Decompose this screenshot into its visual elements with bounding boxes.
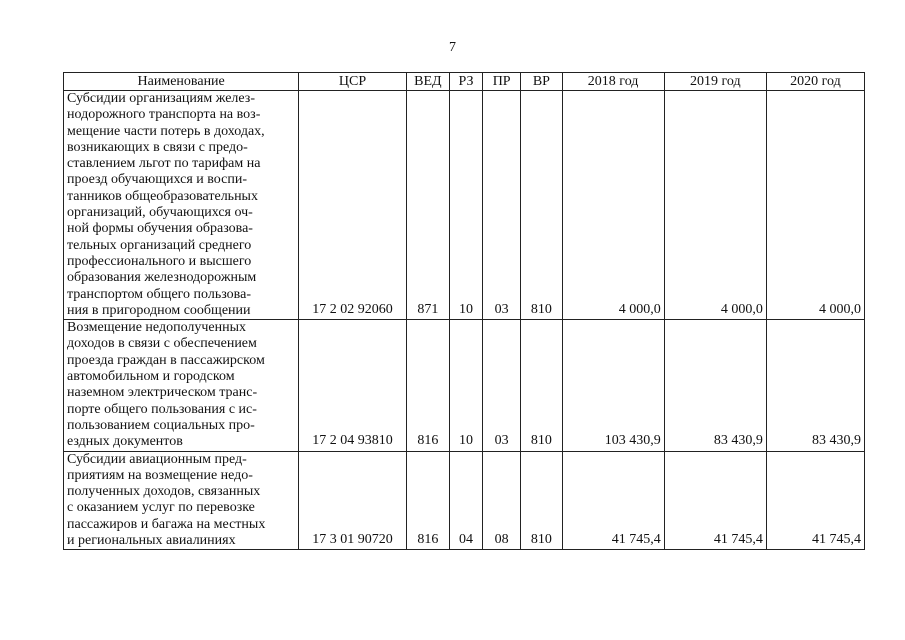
name-line: Субсидии авиационным пред- (67, 451, 247, 467)
name-line: нодорожного транспорта на воз- (67, 107, 261, 123)
cell-2019 (664, 451, 766, 550)
cell-ved (406, 91, 449, 320)
cell-pr (483, 320, 521, 451)
csr-value: 17 3 01 90720 (312, 532, 393, 548)
name-line: приятиям на возмещение недо- (67, 467, 253, 483)
cell-vr (521, 320, 562, 451)
name-line: проезд обучающихся и воспи- (67, 172, 247, 188)
amount-2019: 83 430,9 (713, 433, 763, 449)
ved-value: 816 (417, 433, 439, 449)
rz-value: 10 (459, 433, 474, 449)
cell-rz (450, 451, 483, 550)
row-name (64, 320, 299, 451)
name-line: доходов в связи с обеспечением (67, 336, 257, 352)
cell-2019 (664, 91, 766, 320)
header-csr: ЦСР (299, 73, 406, 91)
header-name: Наименование (64, 73, 299, 91)
name-line: танников общеобразовательных (67, 188, 258, 204)
cell-2018 (562, 451, 664, 550)
cell-ved (406, 451, 449, 550)
row-name (64, 451, 299, 550)
name-line: наземном электрическом транс- (67, 385, 258, 401)
name-line: проезда граждан в пассажирском (67, 352, 265, 368)
header-rz: РЗ (450, 73, 483, 91)
name-line: транспортом общего пользова- (67, 286, 251, 302)
pr-value: 03 (494, 433, 509, 449)
ved-value: 871 (417, 301, 439, 317)
cell-pr (483, 91, 521, 320)
table-header-row (64, 73, 865, 91)
name-line: полученных доходов, связанных (67, 484, 261, 500)
header-vr: ВР (521, 73, 562, 91)
vr-value: 810 (530, 433, 552, 449)
name-line: ния в пригородном сообщении (67, 302, 251, 318)
amount-2018: 103 430,9 (604, 433, 661, 449)
cell-csr (299, 320, 406, 451)
name-line: тельных организаций среднего (67, 237, 252, 253)
name-line: и региональных авиалиниях (67, 533, 236, 549)
name-line: Субсидии организациям желез- (67, 91, 255, 106)
cell-rz (450, 91, 483, 320)
name-line: профессионального и высшего (67, 253, 252, 269)
cell-2018 (562, 91, 664, 320)
name-line: возникающих в связи с предо- (67, 139, 248, 155)
name-line: Возмещение недополученных (67, 320, 247, 336)
amount-2020: 4 000,0 (819, 301, 861, 317)
pr-value: 08 (494, 532, 509, 548)
name-line: мещение части потерь в доходах, (67, 123, 265, 139)
table-row (64, 320, 865, 451)
rz-value: 10 (459, 301, 474, 317)
header-2020: 2020 год (766, 73, 864, 91)
name-line: ездных документов (67, 434, 183, 450)
csr-value: 17 2 02 92060 (312, 301, 393, 317)
table-row (64, 91, 865, 320)
amount-2018: 41 745,4 (611, 532, 661, 548)
table-row (64, 451, 865, 550)
cell-vr (521, 451, 562, 550)
vr-value: 810 (530, 301, 552, 317)
cell-csr (299, 91, 406, 320)
amount-2019: 4 000,0 (720, 301, 763, 317)
csr-value: 17 2 04 93810 (312, 433, 393, 449)
vr-value: 810 (530, 532, 552, 548)
ved-value: 816 (417, 532, 439, 548)
name-line: ставлением льгот по тарифам на (67, 156, 261, 172)
cell-2020 (766, 320, 864, 451)
header-pr: ПР (483, 73, 521, 91)
row-name (64, 91, 299, 320)
cell-2019 (664, 320, 766, 451)
name-line: автомобильном и городском (67, 369, 235, 385)
amount-2020: 83 430,9 (812, 433, 861, 449)
amount-2019: 41 745,4 (713, 532, 763, 548)
page-number: 7 (449, 40, 456, 55)
name-line: пассажиров и багажа на местных (67, 516, 266, 532)
cell-2020 (766, 451, 864, 550)
header-2019: 2019 год (664, 73, 766, 91)
cell-ved (406, 320, 449, 451)
amount-2020: 41 745,4 (812, 532, 861, 548)
cell-2018 (562, 320, 664, 451)
cell-pr (483, 451, 521, 550)
header-2018: 2018 год (562, 73, 664, 91)
name-line: ной формы обучения образова- (67, 221, 253, 237)
cell-vr (521, 91, 562, 320)
name-line: образования железнодорожным (67, 270, 257, 286)
header-ved: ВЕД (406, 73, 449, 91)
name-line: пользованием социальных про- (67, 417, 255, 433)
pr-value: 03 (494, 301, 509, 317)
name-line: порте общего пользования с ис- (67, 401, 257, 417)
cell-2020 (766, 91, 864, 320)
name-line: с оказанием услуг по перевозке (67, 500, 255, 516)
cell-csr (299, 451, 406, 550)
name-line: организаций, обучающихся оч- (67, 205, 253, 221)
cell-rz (450, 320, 483, 451)
rz-value: 04 (459, 532, 474, 548)
budget-table (63, 72, 865, 550)
amount-2018: 4 000,0 (618, 301, 661, 317)
